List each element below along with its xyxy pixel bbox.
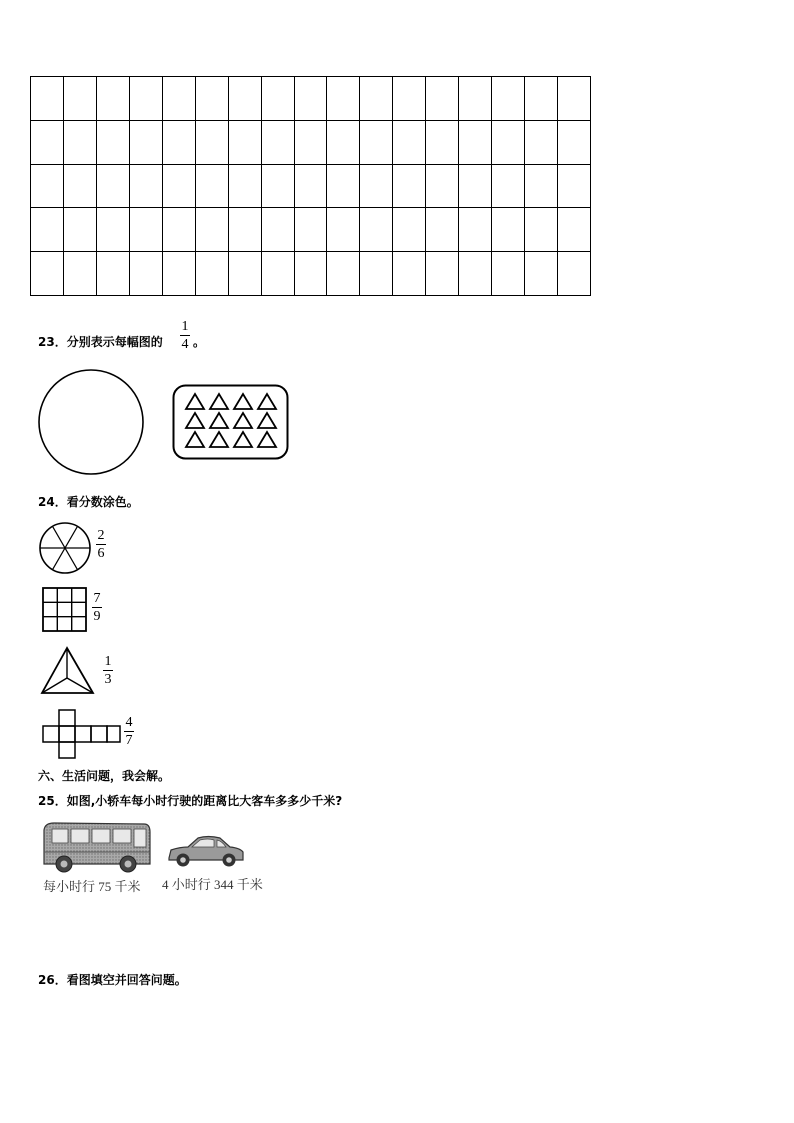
grid-cell xyxy=(228,164,261,208)
q24-triangle-3-parts xyxy=(40,646,96,696)
grid-cell xyxy=(525,77,558,121)
q23-label xyxy=(38,333,163,350)
fraction-bar xyxy=(180,335,190,336)
grid-cell xyxy=(261,120,294,164)
grid-cell xyxy=(459,120,492,164)
fraction-denominator: 6 xyxy=(97,546,105,561)
grid-row xyxy=(31,164,591,208)
grid-cell xyxy=(129,252,162,296)
grid-cell xyxy=(195,164,228,208)
grid-cell xyxy=(63,77,96,121)
grid-cell xyxy=(525,208,558,252)
grid-cell xyxy=(327,164,360,208)
section-6-heading: 六、生活问题，我会解。 xyxy=(38,769,171,783)
grid-cell xyxy=(162,77,195,121)
grid-cell xyxy=(63,208,96,252)
grid-cell xyxy=(492,252,525,296)
fraction-bar xyxy=(124,731,134,732)
grid-cell xyxy=(31,208,64,252)
fraction-numerator: 1 xyxy=(104,654,112,669)
grid-cell xyxy=(31,77,64,121)
fraction-denominator: 3 xyxy=(104,672,112,687)
grid-cell xyxy=(327,120,360,164)
grid-cell xyxy=(228,120,261,164)
grid-cell xyxy=(195,77,228,121)
grid-cell xyxy=(31,164,64,208)
q23-triangle-box xyxy=(172,384,290,461)
grid-cell xyxy=(525,252,558,296)
fraction-numerator: 2 xyxy=(97,528,105,543)
grid-cell xyxy=(426,164,459,208)
grid-cell xyxy=(393,252,426,296)
q23-text: 23．分别表示每幅图的 xyxy=(38,335,163,349)
grid-cell xyxy=(492,164,525,208)
fraction-denominator: 7 xyxy=(125,733,133,748)
grid-cell xyxy=(162,120,195,164)
grid-cell xyxy=(426,252,459,296)
grid-cell xyxy=(492,120,525,164)
q23-denominator: 4 xyxy=(181,337,189,352)
q24-fraction-4 xyxy=(124,715,134,748)
grid-cell xyxy=(228,252,261,296)
grid-cell xyxy=(294,77,327,121)
triangle-shape xyxy=(210,394,228,409)
grid-row xyxy=(31,252,591,296)
grid-cell xyxy=(195,120,228,164)
grid-cell xyxy=(393,120,426,164)
car-image xyxy=(166,834,246,870)
grid-cell xyxy=(195,252,228,296)
grid-cell xyxy=(327,208,360,252)
triangle-shape xyxy=(258,432,276,447)
grid-cell xyxy=(228,77,261,121)
grid-cell xyxy=(492,208,525,252)
grid-cell xyxy=(162,252,195,296)
q24-square-9-parts xyxy=(42,587,88,633)
triangle-shape xyxy=(258,394,276,409)
grid-cell xyxy=(162,208,195,252)
car-caption: 4 小时行 344 千米 xyxy=(162,877,263,892)
triangle-shape xyxy=(234,432,252,447)
grid-cell xyxy=(492,77,525,121)
grid-cell xyxy=(558,164,591,208)
bus-image xyxy=(40,820,152,876)
grid-cell xyxy=(63,252,96,296)
fraction-bar xyxy=(92,607,102,608)
fraction-numerator: 7 xyxy=(93,591,101,606)
grid-row xyxy=(31,77,591,121)
triangle-shape xyxy=(234,394,252,409)
grid-cell xyxy=(393,164,426,208)
grid-cell xyxy=(393,77,426,121)
grid-cell xyxy=(261,252,294,296)
grid-cell xyxy=(558,252,591,296)
grid-cell xyxy=(294,164,327,208)
grid-row xyxy=(31,208,591,252)
triangle-shape xyxy=(186,394,204,409)
grid-cell xyxy=(426,77,459,121)
grid-cell xyxy=(360,164,393,208)
grid-cell xyxy=(426,120,459,164)
grid-cell xyxy=(129,208,162,252)
grid-cell xyxy=(96,164,129,208)
triangle-group xyxy=(186,394,276,447)
grid-cell xyxy=(525,164,558,208)
grid-cell xyxy=(393,208,426,252)
grid-cell xyxy=(228,208,261,252)
grid-cell xyxy=(360,252,393,296)
grid-cell xyxy=(558,208,591,252)
grid-cell xyxy=(327,77,360,121)
grid-cell xyxy=(162,164,195,208)
grid-cell xyxy=(129,164,162,208)
triangle-shape xyxy=(210,432,228,447)
q24-label: 24．看分数涂色。 xyxy=(38,495,139,509)
triangle-shape xyxy=(186,432,204,447)
q23-fraction xyxy=(180,319,190,352)
q23-end: 。 xyxy=(193,335,206,349)
grid-cell xyxy=(31,252,64,296)
q24-cross-7-parts xyxy=(40,708,122,760)
grid-cell xyxy=(63,120,96,164)
fraction-bar xyxy=(103,670,113,671)
grid-row xyxy=(31,120,591,164)
grid-cell xyxy=(525,120,558,164)
q24-fraction-3 xyxy=(103,654,113,687)
grid-cell xyxy=(31,120,64,164)
grid-cell xyxy=(459,252,492,296)
writing-grid xyxy=(30,76,591,296)
q24-circle-6-parts xyxy=(38,521,93,576)
q23-numerator: 1 xyxy=(181,319,189,334)
grid-cell xyxy=(129,77,162,121)
grid-cell xyxy=(195,208,228,252)
grid-cell xyxy=(294,208,327,252)
grid-cell xyxy=(327,252,360,296)
q24-fraction-2 xyxy=(92,591,102,624)
triangle-shape xyxy=(210,413,228,428)
grid-cell xyxy=(261,77,294,121)
grid-cell xyxy=(360,120,393,164)
q24-fraction-1 xyxy=(96,528,106,561)
grid-cell xyxy=(558,77,591,121)
grid-cell xyxy=(426,208,459,252)
bus-caption: 每小时行 75 千米 xyxy=(43,879,141,894)
grid-cell xyxy=(261,208,294,252)
grid-cell xyxy=(96,208,129,252)
grid-cell xyxy=(360,208,393,252)
grid-cell xyxy=(558,120,591,164)
q23-circle xyxy=(36,367,148,477)
q25-label: 25．如图,小轿车每小时行驶的距离比大客车多多少千米? xyxy=(38,794,343,808)
grid-cell xyxy=(129,120,162,164)
fraction-numerator: 4 xyxy=(125,715,133,730)
grid-cell xyxy=(294,252,327,296)
grid-cell xyxy=(96,77,129,121)
grid-cell xyxy=(459,208,492,252)
grid-cell xyxy=(459,77,492,121)
q26-label: 26．看图填空并回答问题。 xyxy=(38,973,187,987)
grid-cell xyxy=(96,120,129,164)
grid-cell xyxy=(459,164,492,208)
grid-cell xyxy=(261,164,294,208)
triangle-shape xyxy=(186,413,204,428)
fraction-bar xyxy=(96,544,106,545)
grid-cell xyxy=(96,252,129,296)
triangle-shape xyxy=(234,413,252,428)
grid-cell xyxy=(360,77,393,121)
grid-cell xyxy=(294,120,327,164)
fraction-denominator: 9 xyxy=(93,609,101,624)
grid-cell xyxy=(63,164,96,208)
triangle-shape xyxy=(258,413,276,428)
